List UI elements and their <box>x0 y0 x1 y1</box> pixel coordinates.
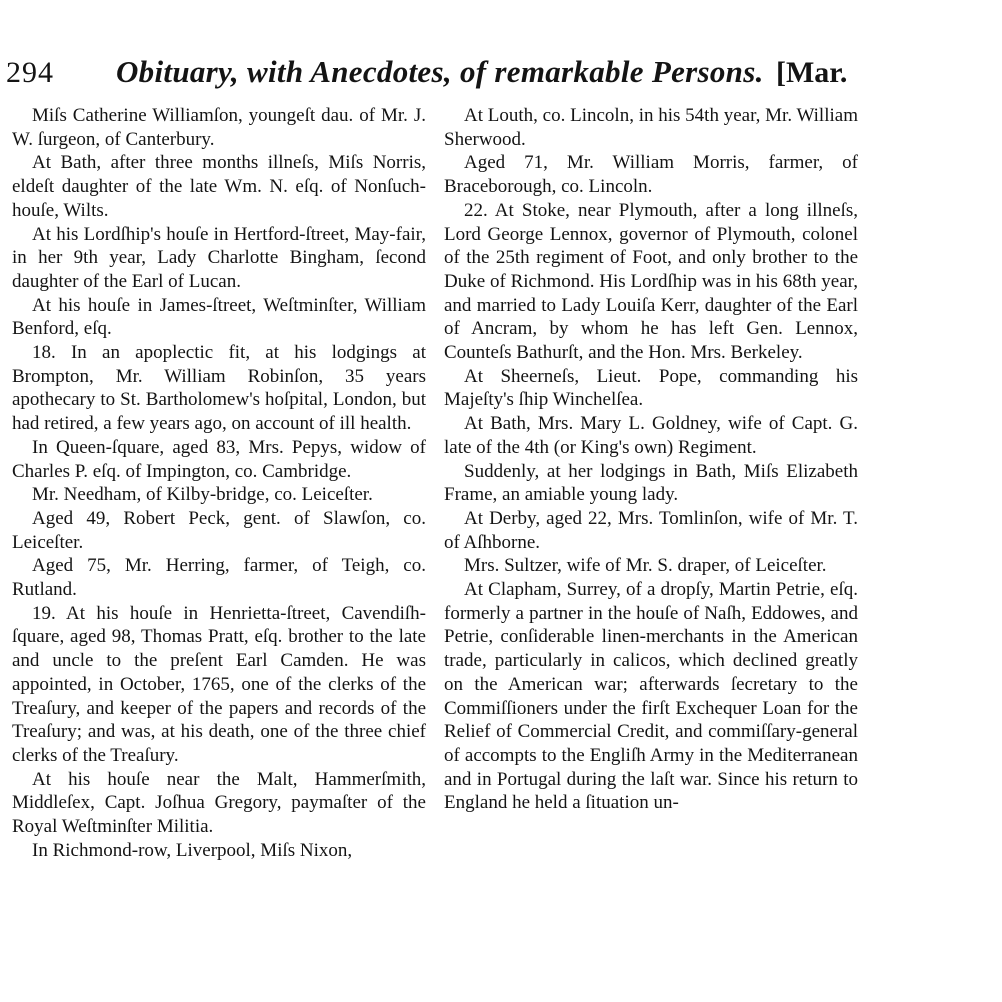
month-label: [Mar. <box>776 56 848 89</box>
obituary-entry: At his Lordſhip's houſe in Hertford-ſtreet, May-fair, in her 9th year, Lady Charlotte Bingham, ſecond daughter of the Earl of Lucan. <box>12 223 426 292</box>
obituary-entry: At Bath, Mrs. Mary L. Goldney, wife of Capt. G. late of the 4th (or King's own) Regiment. <box>444 413 858 458</box>
obituary-entry: Aged 49, Robert Peck, gent. of Slawſon, co. Leiceſter. <box>12 507 426 553</box>
page-header <box>6 48 866 94</box>
left-column <box>12 104 426 863</box>
obituary-entry: Aged 71, Mr. William Morris, farmer, of Braceborough, co. Lincoln. <box>444 152 858 198</box>
obituary-entry: In Queen-ſquare, aged 83, Mrs. Pepys, widow of Charles P. eſq. of Impington, co. Cambridge. <box>12 436 426 482</box>
obituary-entry: Suddenly, at her lodgings in Bath, Miſs Elizabeth Frame, an amiable young lady. <box>444 460 858 506</box>
obituary-entry: In Richmond-row, Liverpool, Miſs Nixon, <box>32 839 353 861</box>
obituary-entry: 19. At his houſe in Henrietta-ſtreet, Cavendiſh-ſquare, aged 98, Thomas Pratt, eſq. brother to the late and uncle to the preſent Earl Camden. He was appointed, in October, 1765, one of the clerks of the Treaſury, and keeper of the papers and records of the Treaſury; and was, at his death, one of the three chief clerks of the Treaſury. <box>12 602 426 766</box>
obituary-entry: Aged 75, Mr. Herring, farmer, of Teigh, co. Rutland. <box>12 555 426 601</box>
obituary-entry: At Sheerneſs, Lieut. Pope, commanding his Majeſty's ſhip Winchelſea. <box>444 365 858 411</box>
obituary-entry: At Clapham, Surrey, of a dropſy, Martin Petrie, eſq. formerly a partner in the houſe of Naſh, Eddowes, and Petrie, conſiderable linen-merchants in the American trade, particularly in calicos, which declined greatly on the American war; afterwards ſecretary to the Commiſſioners under the firſt Exchequer Loan for the Relief of Commercial Credit, and commiſſary-general of accompts to the Engliſh Army in the Mediterranean and in Portugal during the laſt war. Since his return to England he held a ſituation un- <box>444 579 858 814</box>
obituary-entry: At his houſe near the Malt, Hammerſmith, Middleſex, Capt. Joſhua Gregory, paymaſter of the Royal Weſtminſter Militia. <box>12 768 426 838</box>
page-number: 294 <box>6 56 54 89</box>
obituary-entry: 18. In an apoplectic fit, at his lodgings at Brompton, Mr. William Robinſon, 35 years apothecary to St. Bartholomew's hoſpital, London, but had retired, a few years ago, on account of ill health. <box>12 342 426 435</box>
obituary-entry: Mrs. Sultzer, wife of Mr. S. draper, of Leiceſter. <box>464 555 827 577</box>
obituary-entry: 22. At Stoke, near Plymouth, after a long illneſs, Lord George Lennox, governor of Plymouth, colonel of the 25th regiment of Foot, and only brother to the Duke of Richmond. His Lordſhip was in his 68th year, and married to Lady Louiſa Kerr, daughter of the Earl of Ancram, by whom he has left Gen. Lennox, Counteſs Bathurſt, and the Hon. Mrs. Berkeley. <box>444 199 858 364</box>
obituary-entry: Miſs Catherine Williamſon, youngeſt dau. of Mr. J. W. ſurgeon, of Canterbury. <box>12 105 426 150</box>
obituary-entry: At Louth, co. Lincoln, in his 54th year, Mr. William Sherwood. <box>444 105 858 150</box>
obituary-entry: Mr. Needham, of Kilby-bridge, co. Leiceſter. <box>32 484 373 506</box>
obituary-entry: At Bath, after three months illneſs, Miſs Norris, eldeſt daughter of the late Wm. N. eſq. of Nonſuch-houſe, Wilts. <box>12 152 426 221</box>
running-title: Obituary, with Anecdotes, of remarkable Persons. <box>116 54 764 89</box>
obituary-entry: At Derby, aged 22, Mrs. Tomlinſon, wife of Mr. T. of Aſhborne. <box>444 507 858 553</box>
right-column <box>444 104 858 815</box>
obituary-entry: At his houſe in James-ſtreet, Weſtminſter, William Benford, eſq. <box>12 294 426 340</box>
